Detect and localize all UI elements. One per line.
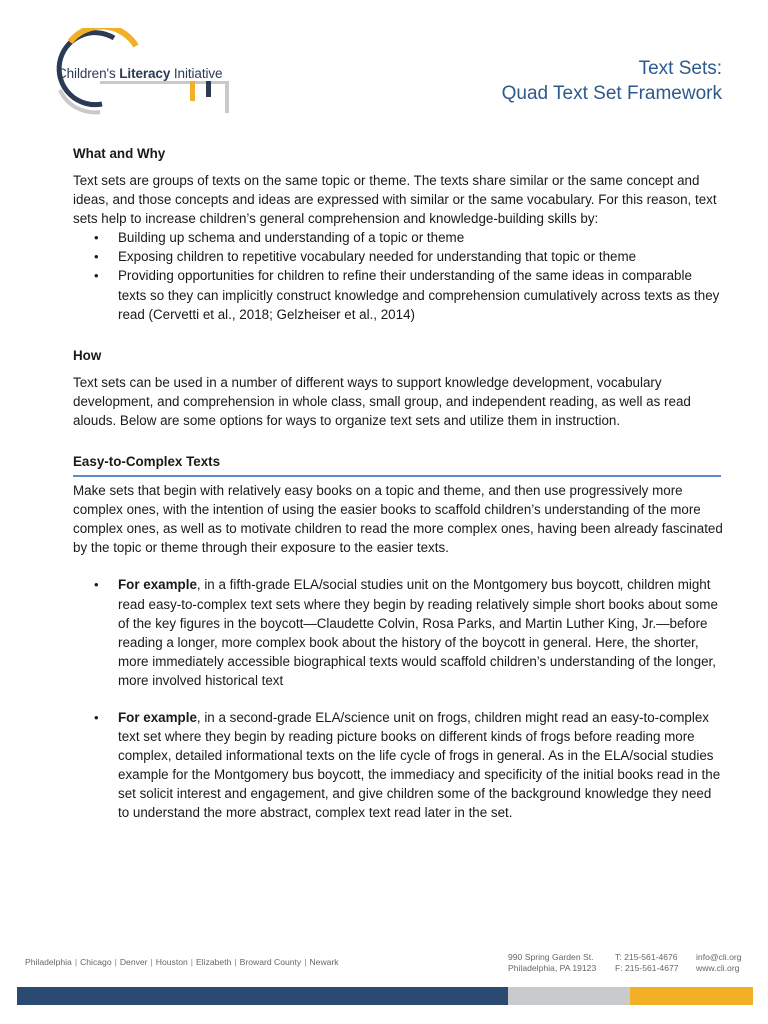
email-link[interactable]: info@cli.org	[696, 952, 742, 962]
section-divider	[73, 475, 721, 477]
city: Denver	[119, 957, 148, 967]
city: Elizabeth	[196, 957, 232, 967]
footer-color-bar	[17, 987, 753, 1005]
section-easy-to-complex	[73, 452, 723, 823]
section-how	[73, 346, 723, 430]
section-paragraph: Text sets can be used in a number of different ways to support knowledge development, vocabulary development, and comprehension in whole class, small group, and independent reading, as well as read alouds. Below are some options for ways to organize text sets and utilize them in instruction.	[73, 374, 691, 428]
section-paragraph: Text sets are groups of texts on the same topic or theme. The texts share similar or the same concept and ideas, and those concepts and ideas are expressed with similar or the same vocabulary. For this reason, text sets help to increase children’s general comprehension and knowledge-building skills by:	[73, 173, 717, 227]
section-heading: What and Why	[73, 146, 166, 161]
page-title	[502, 56, 722, 106]
list-item: • Building up schema and understanding of a topic or theme	[118, 228, 723, 247]
list-item: • Providing opportunities for children to refine their understanding of the same ideas in comparable texts so they can implicitly construct knowledge and comprehension cumulatively across texts as they read (Cervetti et al., 2018; Gelzheiser et al., 2014)	[118, 266, 723, 323]
city: Broward County	[239, 957, 302, 967]
section-heading: Easy-to-Complex Texts	[73, 454, 221, 470]
title-line-2: Quad Text Set Framework	[501, 83, 722, 104]
city: Philadelphia	[25, 957, 72, 967]
bullet-list	[73, 228, 723, 323]
footer-web	[696, 952, 742, 974]
city: Houston	[155, 957, 188, 967]
city: Newark	[309, 957, 339, 967]
section-what-and-why	[73, 144, 723, 324]
list-item: • For example, in a second-grade ELA/science unit on frogs, children might read an easy-to-complex text set where they begin by reading picture books on different kinds of frogs before reading more complex, detailed informational texts on the life cycle of frogs in general. As in the ELA/social studies example for the Montgomery bus boycott, the immediacy and specificity of the initial books read in the set solicit interest and engagement, and give children some of the background knowledge they need to understand the more abstract, complex text read later in the set.	[118, 708, 723, 823]
section-paragraph: Make sets that begin with relatively easy books on a topic and theme, and then use progressively more complex ones, with the intention of using the easier books to scaffold children’s understanding of the more complex ones, as well as to motivate children to read the more complex ones, having been already fascinated by the topic or theme through their exposure to the easier texts.	[73, 483, 723, 556]
footer-cities: Philadelphia | Chicago | Denver | Houston | Elizabeth | Broward County | Newark	[25, 957, 339, 967]
website-link[interactable]: www.cli.org	[696, 963, 740, 973]
example-list	[73, 575, 723, 822]
footer-address: 990 Spring Garden St. Philadelphia, PA 19123	[508, 952, 597, 973]
city: Chicago	[80, 957, 112, 967]
title-line-1: Text Sets:	[638, 58, 722, 79]
document-body	[73, 144, 723, 845]
footer-phone: T: 215-561-4676 F: 215-561-4677	[615, 952, 679, 973]
list-item: • For example, in a fifth-grade ELA/social studies unit on the Montgomery bus boycott, children might read easy-to-complex text sets where they begin by reading relatively simple short books about some of the key figures in the boycott—Claudette Colvin, Rosa Parks, and Martin Luther King, Jr.—before reading a longer, more complex book about the history of the boycott in general. Here, the shorter, more immediately accessible biographical texts would scaffold children’s understanding of the longer, more involved historical text	[118, 575, 723, 690]
logo	[40, 28, 240, 118]
list-item: • Exposing children to repetitive vocabulary needed for understanding that topic or theme	[118, 247, 723, 266]
logo-wordmark: Children's Literacy Initiative	[57, 66, 223, 81]
section-heading: How	[73, 347, 102, 363]
